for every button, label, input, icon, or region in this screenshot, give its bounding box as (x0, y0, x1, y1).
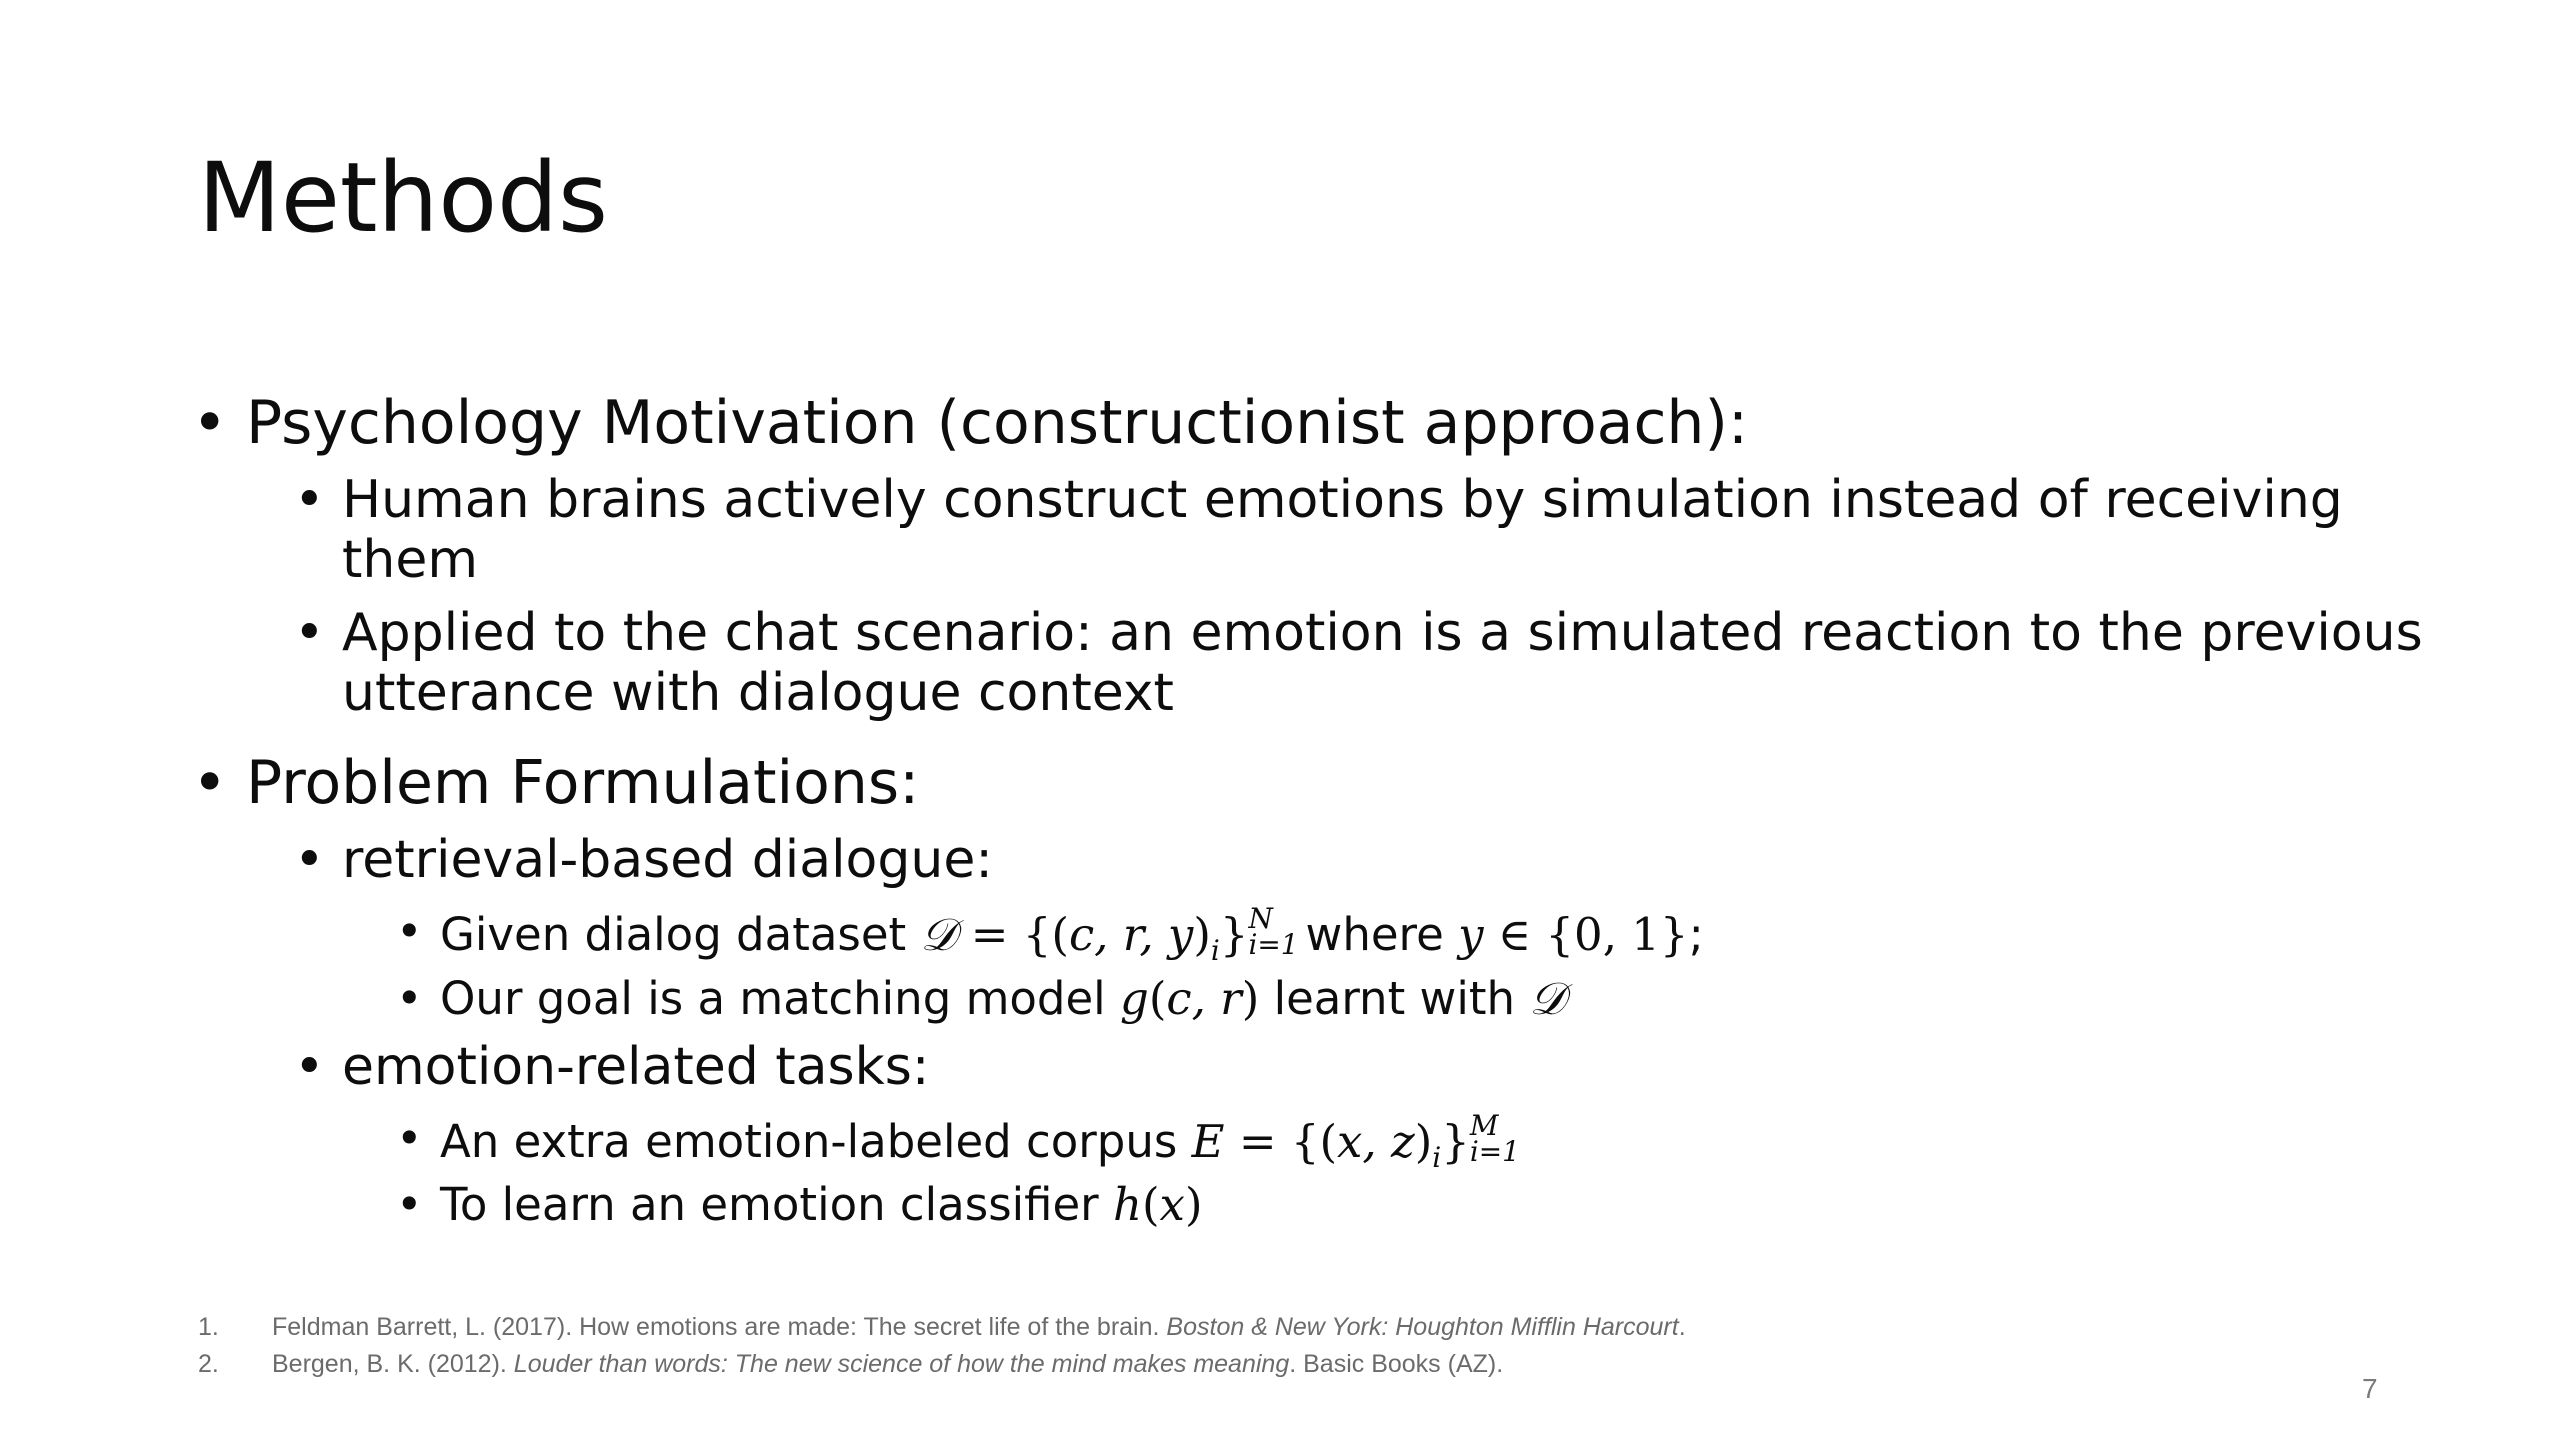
bullet-dot: • (396, 1178, 423, 1231)
bullet-text: To learn an emotion classifier (440, 1178, 1099, 1231)
bullet-text: retrieval-based dialogue: (342, 830, 993, 890)
page-number: 7 (2362, 1373, 2378, 1404)
bullet-text-where: where (1305, 908, 1444, 961)
formula-dataset-symbol: 𝒟 (1529, 972, 1566, 1025)
bullet-dot: • (396, 905, 423, 958)
bullet-text-learnt: learnt with (1273, 972, 1515, 1025)
slide-title: Methods (198, 142, 609, 254)
bullet-text: Human brains actively construct emotions by simulation instead of receiving (342, 470, 2343, 530)
bullet-dot: • (294, 603, 325, 663)
bullet-dot: • (192, 388, 228, 458)
bullet-text: Applied to the chat scenario: an emotion is a simulated reaction to the previous (342, 603, 2423, 663)
reference-italic: Louder than words: The new science of how the mind makes meaning (513, 1350, 1290, 1378)
reference-text: Feldman Barrett, L. (2017). How emotions are made: The secret life of the brain. (272, 1313, 1167, 1341)
bullet-text: them (342, 530, 478, 590)
bullet-applied (294, 603, 2423, 663)
bullet-human-brains-cont (342, 530, 478, 590)
bullet-dot: • (396, 972, 423, 1025)
reference-item (198, 1313, 1686, 1342)
bullet-emotion-tasks (294, 1037, 930, 1097)
bullet-text: An extra emotion-labeled corpus (440, 1115, 1178, 1168)
formula-dataset: 𝒟 = {(c, r, $y)_i$} N i=1 (920, 902, 1299, 967)
bullet-corpus (396, 1109, 1520, 1174)
bullet-text: Psychology Motivation (constructionist approach): (246, 388, 1749, 458)
bullet-dot: • (294, 470, 325, 530)
bullet-psychology (192, 388, 1749, 458)
bullet-dot: • (294, 830, 325, 890)
bullet-dot: • (192, 748, 228, 818)
bullet-problem (192, 748, 920, 818)
bullet-given-dataset (396, 902, 1704, 967)
formula-corpus: E = {(x, $z)_i$} M i=1 (1191, 1109, 1520, 1174)
bullet-text: utterance with dialogue context (342, 663, 1174, 723)
reference-number: 2. (198, 1350, 219, 1378)
formula-classifier: h(x) (1113, 1178, 1203, 1231)
bullet-goal (396, 972, 1566, 1026)
reference-after: . Basic Books (AZ). (1289, 1350, 1504, 1378)
reference-text: Bergen, B. K. (2012). (272, 1350, 514, 1378)
bullet-applied-cont (342, 663, 1174, 723)
reference-item (198, 1350, 1504, 1379)
bullet-text: Our goal is a matching model (440, 972, 1106, 1025)
formula-label-set: y ∈ {0, 1} (1458, 908, 1689, 961)
reference-number: 1. (198, 1313, 219, 1341)
bullet-text: emotion-related tasks: (342, 1037, 930, 1097)
bullet-dot: • (396, 1112, 423, 1165)
reference-italic: Boston & New York: Houghton Mifflin Harcourt (1166, 1313, 1679, 1341)
bullet-text-semicolon: ; (1688, 908, 1704, 961)
formula-matching-model: g(c, r) (1120, 972, 1260, 1025)
bullet-text: Problem Formulations: (246, 748, 920, 818)
bullet-classifier (396, 1178, 1203, 1232)
bullet-dot: • (294, 1037, 325, 1097)
bullet-human-brains (294, 470, 2343, 530)
bullet-text: Given dialog dataset (440, 908, 907, 961)
bullet-retrieval (294, 830, 993, 890)
reference-after: . (1678, 1313, 1686, 1341)
